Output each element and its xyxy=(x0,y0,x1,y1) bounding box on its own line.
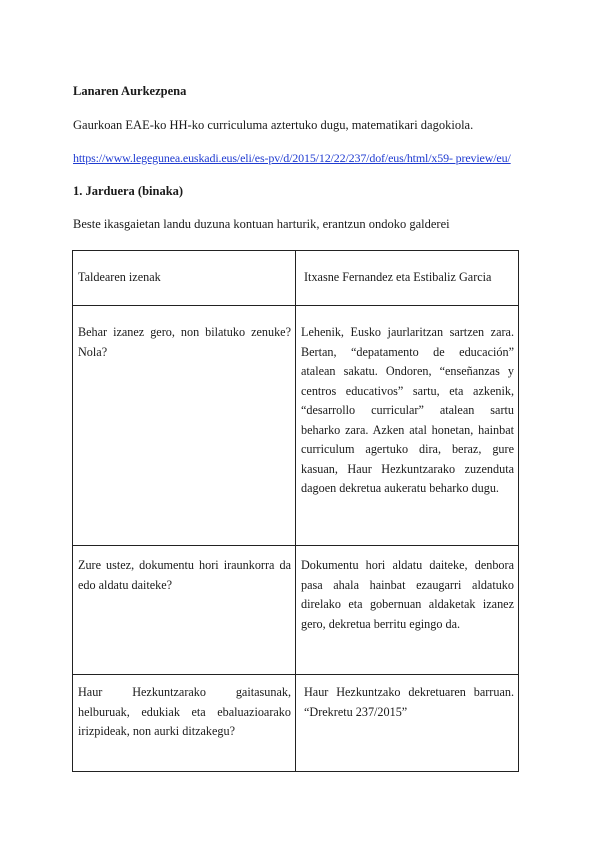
table-row xyxy=(73,546,519,675)
question-cell: Zure ustez, dokumentu hori iraunkorra da edo aldatu daiteke? xyxy=(73,546,296,675)
table-row xyxy=(73,306,519,546)
document-title: Lanaren Aurkezpena xyxy=(73,84,187,98)
question-cell: Haur Hezkuntzarako gaitasunak, helburuak, edukiak eta ebaluazioarako irizpideak, non aurki ditzakegu? xyxy=(73,675,296,772)
curriculum-link[interactable]: https://www.legegunea.euskadi.eus/eli/es-pv/d/2015/12/22/237/dof/eus/html/x59- preview/eu/ xyxy=(73,151,511,165)
answer-cell: Haur Hezkuntzako dekretuaren barruan. “Drekretu 237/2015” xyxy=(296,675,519,772)
intro-paragraph: Gaurkoan EAE-ko HH-ko curriculuma aztertuko dugu, matematikari dagokiola. xyxy=(73,118,474,132)
table-row xyxy=(73,251,519,306)
question-cell: Behar izanez gero, non bilatuko zenuke? Nola? xyxy=(73,306,296,546)
answer-cell: Lehenik, Eusko jaurlaritzan sartzen zara. Bertan, “depatamento de educación” atalean sakatu. Ondoren, “enseñanzas y centros educativos” sartu, eta azkenik, “desarrollo curricular” atalean sartu beharko zara. Azken atal honetan, hainbat curriculum agertuko dira, beraz, gure kasuan, Haur Hezkuntzarako zuzenduta dagoen dekretua aukeratu beharko dugu. xyxy=(296,306,519,546)
activity-heading: 1. Jarduera (binaka) xyxy=(73,184,184,198)
table-row xyxy=(73,675,519,772)
qa-table xyxy=(72,250,519,772)
instruction-text: Beste ikasgaietan landu duzuna kontuan harturik, erantzun ondoko galderei xyxy=(73,217,450,231)
answer-cell: Dokumentu hori aldatu daiteke, denbora pasa ahala hainbat ezaugarri aldatuko direlako eta gobernuan aldaketak izanez gero, dekretua berritu egingo da. xyxy=(296,546,519,675)
question-cell: Taldearen izenak xyxy=(73,251,296,306)
answer-cell: Itxasne Fernandez eta Estibaliz Garcia xyxy=(296,251,519,306)
